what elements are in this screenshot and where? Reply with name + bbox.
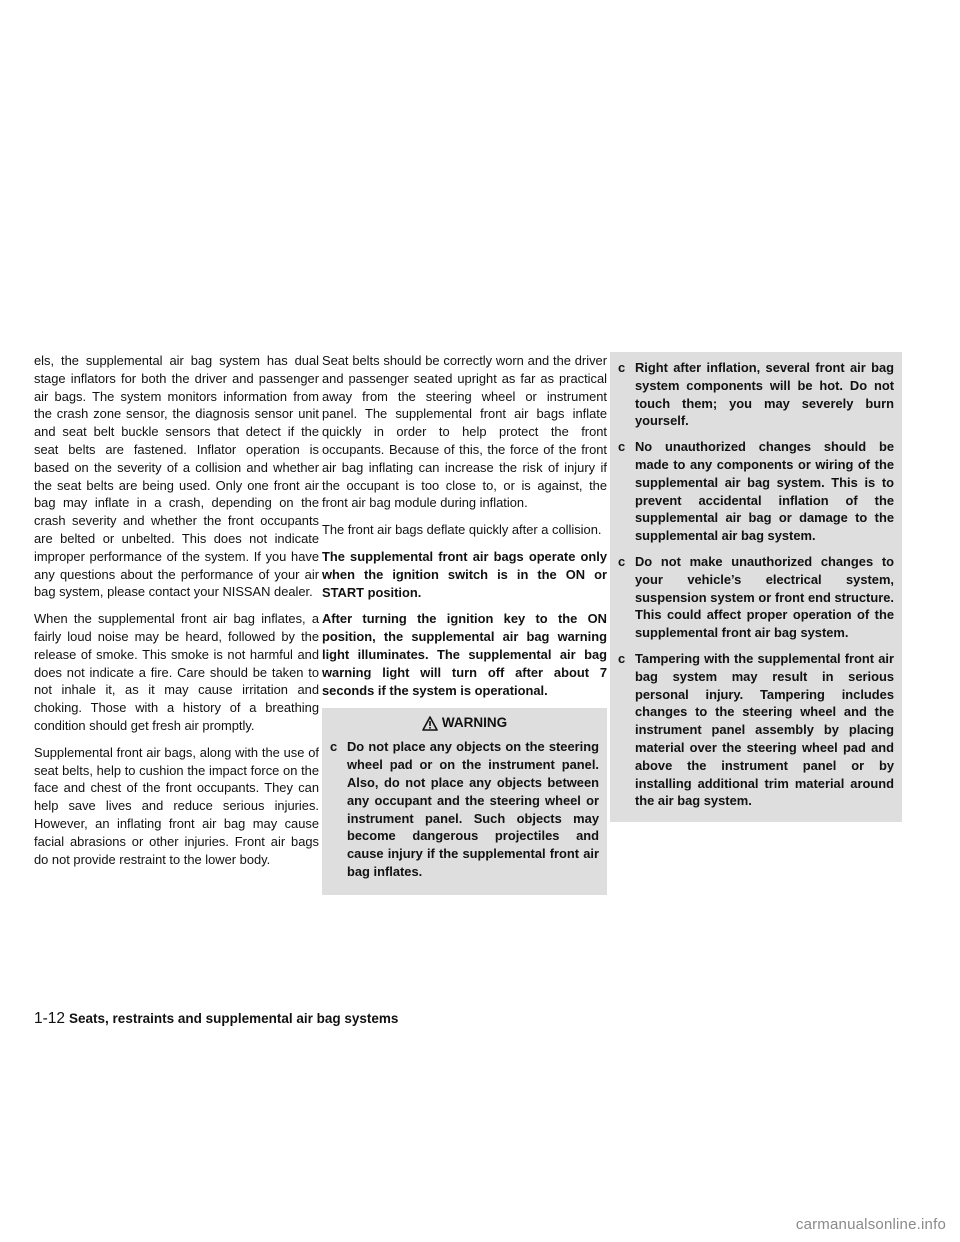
warning-list: [330, 738, 599, 880]
paragraph: The front air bags deflate quickly after a collision.: [322, 522, 602, 538]
warning-item: [330, 738, 599, 880]
warning-triangle-icon: [422, 716, 438, 731]
warning-item-text: Do not place any objects on the steering wheel pad or on the instrument panel. Also, do not place any objects between any occupant and the steering wheel or instrument panel. Such objects may become dangerous projectiles and cause injury if the supplemental front air bag inflates.: [347, 739, 599, 879]
warning-header: [330, 708, 599, 738]
warning-title: WARNING: [441, 715, 508, 731]
bullet-icon: c: [618, 650, 626, 666]
bullet-icon: c: [330, 739, 338, 755]
paragraph: Seat belts should be correctly worn and the driver and passenger seated upright as far as practical away from the steering wheel or instrument panel. The supplemental front air bags inflate quickly in order to help protect the front occupants. Because of this, the force of the front air bag inflating can increase the risk of injury if the occupant is too close to, or is against, the front air bag module during inflation.: [322, 353, 607, 511]
bullet-icon: c: [618, 439, 626, 455]
bullet-icon: c: [618, 360, 626, 375]
warning-item-text: Do not make unauthorized changes to your vehicle’s electrical system, suspension system or front end structure. This could affect proper operation of the supplemental front air bag system.: [635, 553, 894, 641]
left-column: [34, 352, 319, 877]
warning-item: [618, 438, 894, 545]
warning-box-continued: [610, 352, 902, 822]
paragraph: els, the supplemental air bag system has dual stage inflators for both the driver and passenger air bags. The system monitors information from the crash zone sensor, the diagnosis sensor unit and seat belt buckle sensors that detect if the seat belts are fastened. Inflator operation is based on the severity of a collision and whether the seat belts are being used. Only one front air bag may inflate in a crash, depending on the crash severity and whether the front occupants are belted or unbelted. This does not indicate improper performance of the system. If you have any questions about the performance of your air bag system, please contact your NISSAN dealer.: [34, 353, 319, 600]
warning-item-text: Tampering with the supplemental front air bag system may result in serious personal injury. Tampering includes changes to the steering wheel and the instrument panel assembly by placing material over the steering wheel pad and above the instrument panel or by installing additional trim material around the air bag system.: [635, 650, 894, 809]
page-footer: [34, 1010, 398, 1028]
section-title: Seats, restraints and supplemental air bag systems: [69, 1011, 399, 1026]
bullet-icon: c: [618, 553, 626, 569]
warning-box: [322, 708, 607, 894]
bold-paragraph: The supplemental front air bags operate only when the ignition switch is in the ON or START position.: [322, 548, 607, 600]
bold-paragraph: After turning the ignition key to the ON position, the supplemental air bag warning light illuminates. The supplemental air bag warning light will turn off after about 7 seconds if the system is operational.: [322, 611, 607, 698]
warning-item: [618, 553, 894, 642]
warning-item: [618, 650, 894, 810]
warning-item-text: Right after inflation, several front air bag system components will be hot. Do not touch them; you may severely burn yourself.: [635, 360, 894, 429]
paragraph: Supplemental front air bags, along with the use of seat belts, help to cushion the impact force on the face and chest of the front occupants. They can help save lives and reduce serious injuries. However, an inflating front air bag may cause facial abrasions or other injuries. Front air bags do not provide restraint to the lower body.: [34, 744, 319, 867]
warning-item-text: No unauthorized changes should be made to any components or wiring of the supplemental air bag system. This is to prevent accidental inflation of the supplemental air bag or damage to the supplemental air bag system.: [635, 439, 894, 544]
page-number: 1-12: [34, 1010, 66, 1027]
warning-list: [618, 359, 894, 810]
right-column: [610, 352, 902, 822]
paragraph: When the supplemental front air bag inflates, a fairly loud noise may be heard, followed by the release of smoke. This smoke is not harmful and does not indicate a fire. Care should be taken to not inhale it, as it may cause irritation and choking. Those with a history of a breathing condition should get fresh air promptly.: [34, 611, 319, 733]
warning-item: [618, 359, 894, 430]
middle-column: [322, 352, 607, 895]
watermark: carmanualsonline.info: [795, 1216, 946, 1233]
